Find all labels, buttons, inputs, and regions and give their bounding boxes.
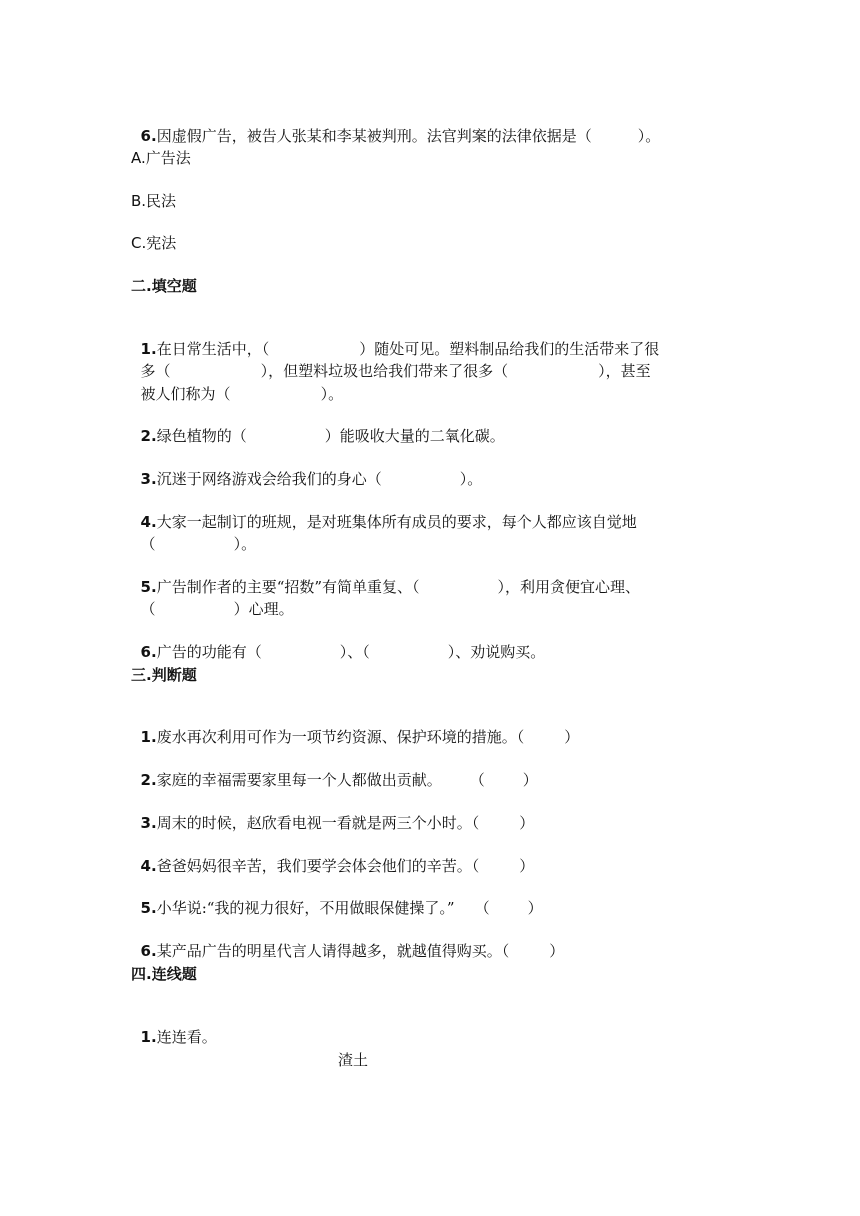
paren-close: ） [564,728,580,746]
question-number: 1. [140,728,157,746]
section-title-true-false: 三.判断题 [131,666,197,684]
question-number: 5. [140,899,157,917]
paren-close: ） [549,942,565,960]
question-number: 3. [140,470,157,488]
question-text: ）能吸收大量的二氧化碳。 [324,427,505,445]
question-text: ）、（ [339,643,370,661]
question-text: （ [140,600,156,618]
question-number: 4. [140,513,157,531]
question-number: 2. [140,427,157,445]
fill-q1-line3 [131,364,343,404]
question-text: 广告制作者的主要“招数”有简单重复、（ [156,578,420,596]
question-number: 6. [140,942,157,960]
question-number: 4. [140,857,157,875]
judge-q2 [131,750,538,790]
question-text: 某产品广告的明星代言人请得越多，就越值得购买。（ [156,942,510,960]
question-text: ）。 [320,385,344,403]
fill-q5-line2 [131,579,294,619]
question-text: ）。 [233,535,257,553]
question-number: 1. [140,340,157,358]
section-title-matching: 四.连线题 [131,965,197,983]
question-text: 多（ [140,362,171,380]
question-text-end: ）。 [637,127,661,145]
question-text: 大家一起制订的班规，是对班集体所有成员的要求，每个人都应该自觉地 [156,513,637,531]
question-text: 连连看。 [156,1028,217,1046]
judge-q1 [131,707,579,747]
question-text: 爸爸妈妈很辛苦，我们要学会体会他们的辛苦。（ [156,857,480,875]
matching-q1 [131,1007,217,1047]
paren-close: ） [519,857,535,875]
paren-close: ） [527,899,543,917]
question-text: 在日常生活中，（ [156,340,270,358]
question-text: 因虚假广告，被告人张某和李某被判刑。法官判案的法律依据是（ [156,127,592,145]
question-number: 6. [140,643,157,661]
question-text: ），利用贪便宜心理、 [497,578,641,596]
question-number: 5. [140,578,157,596]
question-text: ）心理。 [233,600,294,618]
paren-close: ） [522,771,538,789]
paren-open: （ [469,771,485,789]
option-b[interactable]: B.民法 [131,192,177,210]
question-text: 小华说:“我的视力很好，不用做眼保健操了。” [156,899,455,917]
question-text: ）。 [459,470,483,488]
question-text: ），甚至 [598,362,651,380]
judge-q5 [131,878,543,918]
section-title-fill-blank: 二.填空题 [131,277,197,295]
question-text: ）、劝说购买。 [447,643,546,661]
question-number: 1. [140,1028,157,1046]
question-text: 被人们称为（ [140,385,231,403]
option-c[interactable]: C.宪法 [131,234,177,252]
question-text: 废水再次利用可作为一项节约资源、保护环境的措施。（ [156,728,525,746]
fill-q4-line2 [131,514,256,554]
judge-q3 [131,793,534,833]
paren-close: ） [519,814,535,832]
question-number: 6. [140,127,157,145]
option-a[interactable]: A.广告法 [131,149,191,167]
judge-q4 [131,836,534,876]
fill-q3 [131,449,482,489]
question-text: 沉迷于网络游戏会给我们的身心（ [156,470,382,488]
question-text: （ [140,535,156,553]
question-6 [131,106,660,146]
question-text: 广告的功能有（ [156,643,262,661]
fill-q2 [131,406,505,446]
question-text: 家庭的幸福需要家里每一个人都做出贡献。 [156,771,442,789]
question-text: ），但塑料垃圾也给我们带来了很多（ [260,362,509,380]
judge-q6 [131,921,564,961]
question-text: 周末的时候，赵欣看电视一看就是两三个小时。（ [156,814,480,832]
fill-q6 [131,622,545,662]
question-text: 绿色植物的（ [156,427,247,445]
question-text: ）随处可见。塑料制品给我们的生活带来了很 [359,340,660,358]
question-number: 2. [140,771,157,789]
matching-item[interactable]: 渣土 [338,1051,369,1069]
paren-open: （ [474,899,490,917]
question-number: 3. [140,814,157,832]
